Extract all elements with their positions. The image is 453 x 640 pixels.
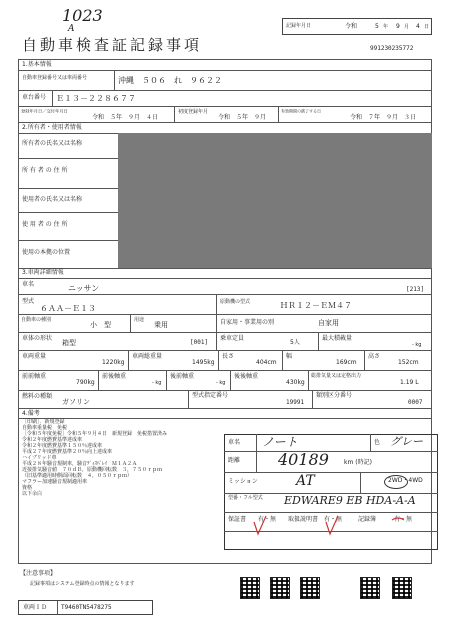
hw-record-label: 記録簿 (358, 516, 377, 523)
remark-line: 平成２７年度燃費基準２０％向上達成車 (22, 449, 113, 455)
remark-line: 近接排気騒音値 ７０ｄＢ，原動機回転数 ３，７５０ｒｐｍ (22, 467, 163, 473)
red-check-marks (224, 512, 438, 542)
rrw-value: 430kg (286, 379, 305, 386)
length-label: 長さ (222, 353, 235, 360)
qr-code-icon (360, 577, 380, 599)
frw-label: 前後軸重 (102, 373, 127, 380)
reg-label: 自動車登録番号又は車両番号 (22, 75, 88, 81)
maker-code: [213] (406, 286, 425, 293)
remark-line: 令和２年度燃費基準達成車 (22, 437, 83, 443)
remark-line: ［令和５年度免税］令和５年９月４日 新規登録 免税措置済み (22, 431, 168, 437)
qr-code-icon (270, 577, 290, 599)
hw-record-value: 有・無 (394, 516, 413, 523)
remark-line: 平成２８年騒音規制車，騒音ﾃﾞｨｽﾊﾟﾚｲ Ｍ１Ａ２Ａ (22, 461, 138, 467)
owner-address-label: 所 有 者 の 住 所 (22, 167, 68, 174)
remark-line: 令和２年度燃費基準１５０％達成車 (22, 443, 103, 449)
expiry-label: 有効期間の満了する日 (281, 109, 322, 114)
body-label: 車体の形状 (22, 335, 53, 342)
cap-label: 乗車定員 (220, 335, 245, 342)
record-date-year: 5 (375, 23, 379, 30)
reg-date-value: 令和 ５年 ９月 ４日 (92, 114, 159, 121)
hw-name-value: ノート (262, 435, 298, 449)
width-label: 幅 (286, 353, 293, 360)
gross-label: 車両総重量 (132, 353, 163, 360)
fuel-value: ガソリン (62, 398, 90, 406)
hw-mileage-label: 距離 (228, 457, 241, 464)
document-number: 991230235772 (370, 45, 414, 52)
body-code: [001] (190, 339, 209, 346)
rrw-label: 後後軸重 (234, 373, 259, 380)
record-date-era: 令和 (345, 23, 358, 30)
hw-color-value: グレー (390, 435, 423, 448)
typeno-label: 型式指定番号 (192, 392, 229, 399)
kind-value: 小 型 (90, 321, 111, 329)
redacted-owner-info (118, 133, 432, 268)
disp-value: 1.19 L (400, 379, 419, 386)
user-name-label: 使用者の氏名又は名称 (22, 196, 83, 203)
first-reg-label: 初度登録年月 (178, 109, 209, 115)
hw-grade-value: EDWARE9 EB HDA-A-A (284, 494, 416, 507)
hw-mission-value: AT (296, 473, 315, 489)
remark-line: ［印刷］．新規登録 (22, 419, 65, 425)
maker-label: 車名 (22, 281, 35, 288)
remark-line: （旧基準適用時側面回転数 ４，０５０ｒｐｍ） (22, 473, 133, 479)
use-label: 用途 (134, 317, 145, 323)
kind-label: 自動車の種別 (21, 317, 52, 323)
handwritten-ref-letter: A (68, 24, 75, 34)
vehicle-id-label: 車両ＩＤ (23, 604, 48, 611)
length-value: 404cm (256, 359, 277, 366)
hw-manual-label: 取扱説明書 (288, 516, 319, 523)
qr-code-icon (300, 577, 320, 599)
model-label: 型式 (22, 298, 35, 305)
hw-mileage-unit: km (時記) (344, 459, 372, 466)
hw-name-label: 車名 (228, 439, 241, 446)
maker-value: ニッサン (68, 284, 100, 293)
hw-manual-value: 有・無 (324, 516, 343, 523)
engine-label: 原動機の型式 (220, 299, 251, 305)
remark-line: 以下余白 (22, 491, 43, 497)
rfw-label: 後前軸重 (170, 373, 195, 380)
typeno-value: 19991 (286, 399, 305, 406)
remark-line: ハイブリッド車 (22, 455, 57, 461)
vin-label: 車台番号 (22, 94, 47, 101)
notice-line: 記録事項はシステム登録時点の情報となります (30, 581, 135, 587)
vin-value: Ｅ１３－２２８６７７ (56, 94, 136, 103)
gross-value: 1495kg (192, 359, 215, 366)
maxload-label: 最大積載量 (322, 335, 353, 342)
maxload-value: - kg (412, 342, 422, 348)
hw-warranty-value: 有・無 (258, 516, 277, 523)
record-date-box: 記録年月日 令和 5 年 9 月 4 日 (282, 18, 432, 35)
model-value: ６ＡＡ－Ｅ１３ (40, 304, 96, 313)
width-value: 169cm (336, 359, 357, 366)
record-date-label: 記録年月日 (286, 23, 312, 29)
sec1-header: 1.基本情報 (22, 61, 52, 68)
owner-name-label: 所有者の氏名又は名称 (22, 140, 83, 147)
remark-line: 資格 (22, 485, 33, 491)
user-address-label: 使 用 者 の 住 所 (22, 221, 68, 228)
base-location-label: 使用の本拠の位置 (22, 249, 71, 256)
remark-line: 自動車重量税 免税 (22, 425, 68, 431)
sec3-header: 3.車両詳細情報 (22, 269, 64, 276)
hw-mileage-value: 40189 (278, 450, 329, 469)
sec2-header: 2.所有者・使用者情報 (22, 124, 82, 131)
engine-value: ＨＲ１２－ＥＭ４７ (280, 301, 352, 310)
hw-grade-label: 型番・フル型式 (228, 495, 263, 501)
fuel-label: 燃料の種類 (22, 393, 53, 400)
ffw-value: 790kg (76, 379, 95, 386)
vehicle-id-value: T9460TN5478275 (61, 604, 112, 611)
cap-value: 5人 (290, 339, 300, 346)
weight-label: 車両重量 (22, 353, 47, 360)
notice-header: 【注意事項】 (20, 570, 57, 577)
body-value: 箱型 (62, 339, 76, 347)
first-reg-value: 令和 ５年 ９月 (218, 114, 267, 121)
sec4-header: 4.備考 (22, 410, 40, 417)
record-date-month: 9 (396, 23, 400, 30)
class-value: 自家用 (318, 319, 339, 327)
frw-value: - kg (152, 380, 162, 386)
ffw-label: 前前軸重 (22, 373, 47, 380)
expiry-value: 令和 ７年 ９月 ３日 (350, 114, 417, 121)
reg-value: 沖縄 ５０６ れ ９６２２ (118, 76, 222, 85)
handwritten-ref: 1023 (62, 6, 103, 25)
qr-code-icon (240, 577, 260, 599)
qr-code-icon (392, 577, 412, 599)
weight-value: 1220kg (102, 359, 125, 366)
catno-label: 類別区分番号 (316, 392, 353, 399)
hw-mission-label: ミッション (228, 478, 258, 485)
record-date-day: 4 (416, 23, 420, 30)
use-value: 乗用 (154, 321, 168, 329)
vehicle-id-box (18, 600, 153, 615)
disp-label: 総排気量又は定格出力 (311, 373, 362, 379)
reg-date-label: 登録年月日／交付年月日 (21, 109, 68, 115)
document-title: 自動車検査証記録事項 (22, 36, 203, 54)
class-label: 自家用・事業用の別 (220, 319, 275, 326)
height-value: 152cm (398, 359, 419, 366)
catno-value: 0007 (408, 399, 423, 406)
rfw-value: - kg (216, 380, 226, 386)
hw-color-label: 色 (374, 439, 381, 446)
hw-drive-value: 2WD・4WD (388, 477, 423, 484)
hw-warranty-label: 保証書 (228, 516, 247, 523)
height-label: 高さ (368, 353, 381, 360)
remark-line: マフラー加速騒音規制適用車 (22, 479, 88, 485)
